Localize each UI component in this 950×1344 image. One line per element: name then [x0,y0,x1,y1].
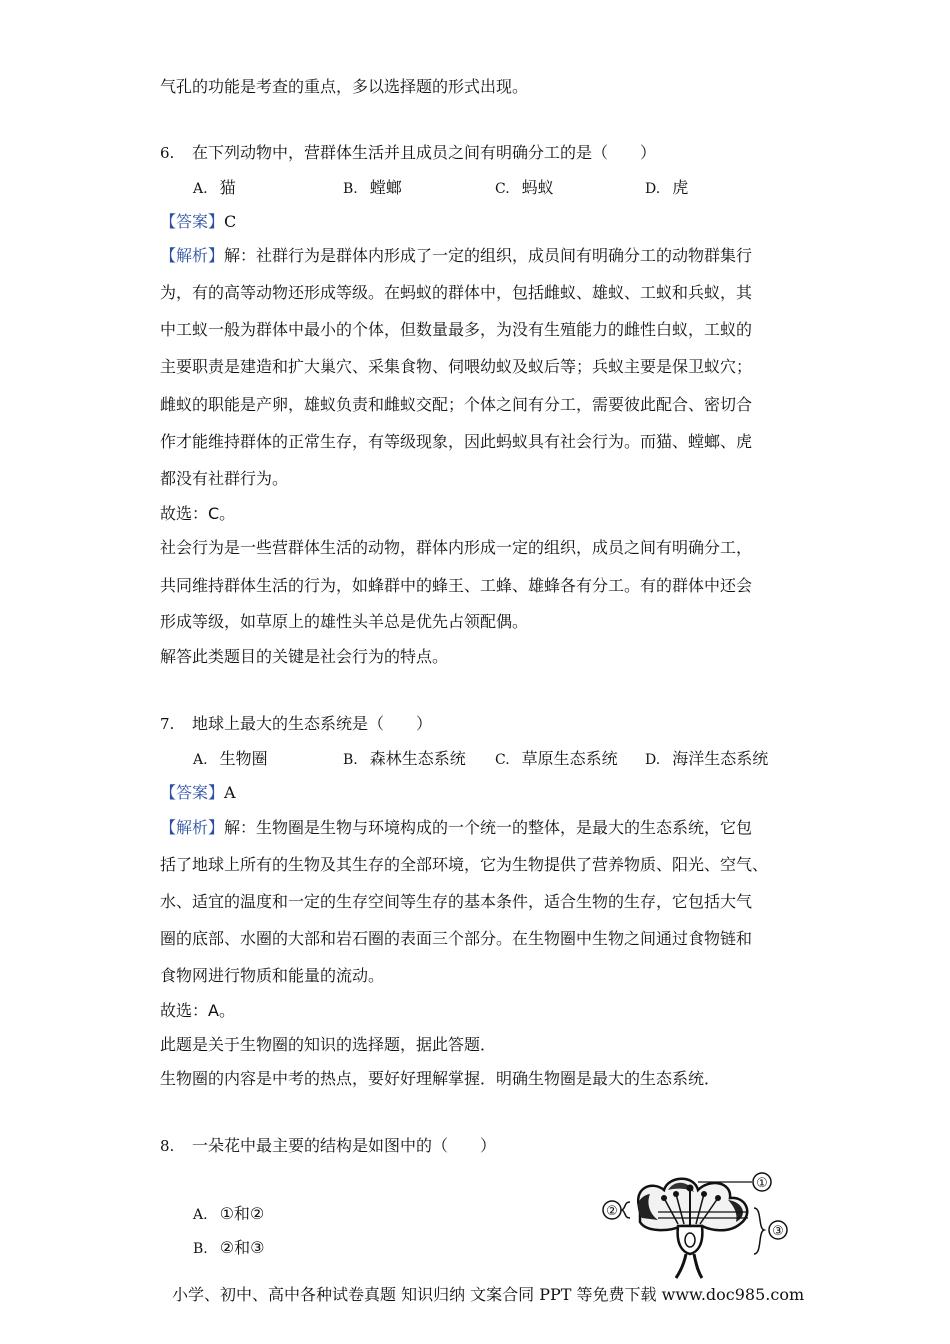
question-6-analysis-line: 雌蚁的职能是产卵，雄蚁负责和雌蚁交配；个体之间有分工，需要彼此配合、密切合 [160,395,753,414]
answer-label: 【答案】 [160,212,225,231]
question-text: 一朵花中最主要的结构是如图中的（ ） [192,1136,497,1155]
option-a: A. 生物圈 [193,749,268,768]
question-6-answer [160,212,236,232]
question-6-analysis-line: 解答此类题目的关键是社会行为的特点。 [160,647,449,666]
question-6-analysis-line: 为，有的高等动物还形成等级。在蚂蚁的群体中，包括雌蚁、雄蚁、工蚁和兵蚁，其 [160,283,753,302]
question-6-analysis-line: 形成等级，如草原上的雄性头羊总是优先占领配偶。 [160,612,529,631]
question-number: 6. [160,144,175,162]
question-8-stem [160,1136,496,1156]
question-text: 在下列动物中，营群体生活并且成员之间有明确分工的是（ ） [192,143,657,162]
question-6-analysis-line: 中工蚁一般为群体中最小的个体，但数量最多，为没有生殖能力的雌性白蚁，工蚁的 [160,320,753,339]
flower-drawing [598,1168,798,1280]
option-d: D. 虎 [645,178,689,197]
question-number: 7. [160,715,175,733]
analysis-label: 【解析】 [160,246,225,265]
option-c: C. 蚂蚁 [495,178,554,197]
question-7-analysis-line: 故选：A。 [160,1001,235,1020]
answer-label: 【答案】 [160,783,225,802]
answer-value: A [224,783,236,802]
option-b: B. 森林生态系统 [343,749,466,768]
question-6-analysis-line: 作才能维持群体的正常生存，有等级现象，因此蚂蚁具有社会行为。而猫、螳螂、虎 [160,432,753,451]
question-6-analysis-line: 共同维持群体生活的行为，如蜂群中的蜂王、工蜂、雄蜂各有分工。有的群体中还会 [160,576,753,595]
question-7-answer [160,783,236,803]
question-7-analysis-line: 此题是关于生物圈的知识的选择题，据此答题． [160,1035,497,1054]
footer-banner: 小学、初中、高中各种试卷真题 知识归纳 文案合同 PPT 等免费下载 www.doc985.com [172,1285,805,1304]
question-number: 8. [160,1137,175,1155]
option-b: B. 螳螂 [343,178,402,197]
question-6-analysis-line: 都没有社群行为。 [160,469,289,488]
figure-label-3: ③ [772,1224,784,1239]
option-a: A. 猫 [193,178,236,197]
figure-label-2: ② [606,1204,618,1219]
question-6-analysis-line: 故选：C。 [160,504,236,523]
question-7-stem [160,714,432,734]
question-7-analysis-line: 【解析】解：生物圈是生物与环境构成的一个统一的整体，是最大的生态系统，它包 [160,818,753,837]
question-6-stem [160,143,656,163]
question-text: 地球上最大的生态系统是（ ） [192,714,433,733]
answer-value: C [224,212,237,231]
question-7-analysis-line: 生物圈的内容是中考的热点，要好好理解掌握．明确生物圈是最大的生态系统． [160,1069,721,1088]
question-6-analysis-line: 社会行为是一些营群体生活的动物，群体内形成一定的组织，成员之间有明确分工， [160,538,753,557]
question-7-analysis-line: 括了地球上所有的生物及其生存的全部环境，它为生物提供了营养物质、阳光、空气、 [160,855,769,874]
option-d: D. 海洋生态系统 [645,749,769,768]
flower-diagram [598,1168,798,1280]
option-c: C. 草原生态系统 [495,749,618,768]
analysis-label: 【解析】 [160,818,225,837]
figure-label-1: ① [756,1176,768,1191]
option-a: A. ①和② [193,1204,265,1223]
question-7-analysis-line: 水、适宜的温度和一定的生存空间等生存的基本条件，适合生物的生存，它包括大气 [160,892,753,911]
option-b: B. ②和③ [193,1238,265,1257]
question-6-analysis-line: 【解析】解：社群行为是群体内形成了一定的组织，成员间有明确分工的动物群集行 [160,246,753,265]
question-7-analysis-line: 圈的底部、水圈的大部和岩石圈的表面三个部分。在生物圈中生物之间通过食物链和 [160,929,753,948]
question-6-analysis-line: 主要职责是建造和扩大巢穴、采集食物、伺喂幼蚁及蚁后等；兵蚁主要是保卫蚁穴； [160,357,753,376]
question-7-analysis-line: 食物网进行物质和能量的流动。 [160,966,385,985]
intro-text: 气孔的功能是考查的重点，多以选择题的形式出现。 [160,77,529,96]
